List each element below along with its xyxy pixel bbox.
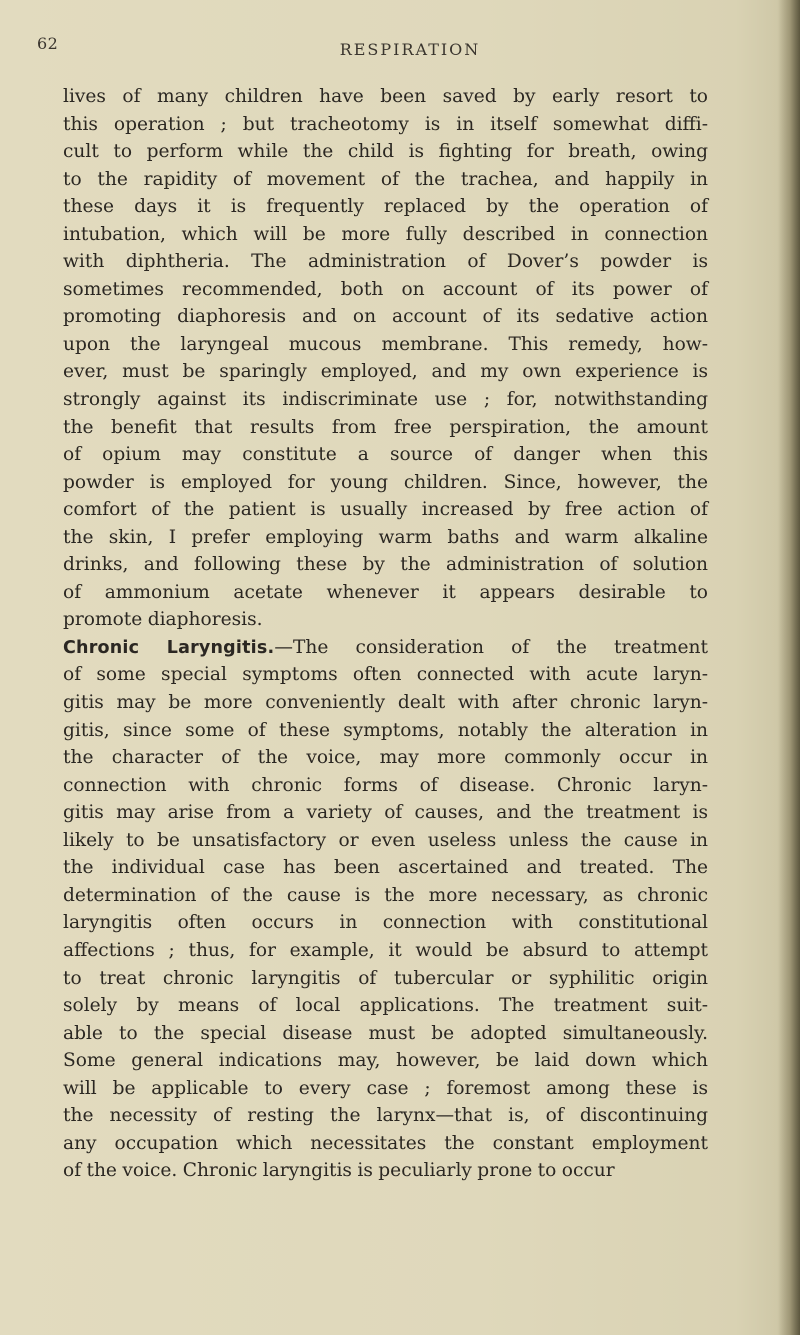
text-line: the benefit that results from free perspiration, the amount bbox=[63, 416, 708, 438]
text-line: of ammonium acetate whenever it appears desirable to bbox=[63, 581, 708, 603]
text-line: promoting diaphoresis and on account of its sedative action bbox=[63, 306, 708, 328]
text-line: upon the laryngeal mucous membrane. This remedy, how- bbox=[63, 333, 708, 355]
text-line: solely by means of local applications. The treatment suit- bbox=[63, 995, 708, 1017]
text-line: this operation ; but tracheotomy is in itself somewhat diffi- bbox=[63, 113, 708, 135]
section-heading: Chronic Laryngitis. bbox=[63, 637, 275, 658]
text-line: Some general indications may, however, be laid down which bbox=[63, 1050, 708, 1072]
text-line: cult to perform while the child is fighting for breath, owing bbox=[63, 141, 708, 163]
text-line: comfort of the patient is usually increased by free action of bbox=[63, 499, 708, 521]
text-line: determination of the cause is the more necessary, as chronic bbox=[63, 884, 708, 906]
body-text bbox=[63, 83, 708, 1185]
text-line: drinks, and following these by the administration of solution bbox=[63, 554, 708, 576]
text-line: of opium may constitute a source of danger when this bbox=[63, 444, 708, 466]
text-line: to the rapidity of movement of the trachea, and happily in bbox=[63, 168, 708, 190]
text-line: the skin, I prefer employing warm baths and warm alkaline bbox=[63, 526, 708, 548]
text-line: affections ; thus, for example, it would be absurd to attempt bbox=[63, 939, 708, 961]
text-line: the necessity of resting the larynx—that is, of discontinuing bbox=[63, 1105, 708, 1127]
text-line: sometimes recommended, both on account of its power of bbox=[63, 278, 708, 300]
text-line: the character of the voice, may more commonly occur in bbox=[63, 747, 708, 769]
text-line: laryngitis often occurs in connection with constitutional bbox=[63, 912, 708, 934]
text-line: will be applicable to every case ; foremost among these is bbox=[63, 1077, 708, 1099]
text-line: gitis may be more conveniently dealt with after chronic laryn- bbox=[63, 692, 708, 714]
text-line: gitis, since some of these symptoms, notably the alteration in bbox=[63, 719, 708, 741]
text-line: the individual case has been ascertained and treated. The bbox=[63, 857, 708, 879]
running-title: RESPIRATION bbox=[339, 40, 481, 59]
page-edge-shadow bbox=[778, 0, 800, 1335]
text-line: promote diaphoresis. bbox=[63, 609, 263, 631]
text-line: of the voice. Chronic laryngitis is peculiarly prone to occur bbox=[63, 1160, 615, 1182]
text-line: any occupation which necessitates the constant employment bbox=[63, 1132, 708, 1154]
text-line: powder is employed for young children. Since, however, the bbox=[63, 471, 708, 493]
text-line: intubation, which will be more fully described in connection bbox=[63, 223, 708, 245]
text-line: ever, must be sparingly employed, and my own experience is bbox=[63, 361, 708, 383]
text-line: lives of many children have been saved by early resort to bbox=[63, 86, 708, 107]
text-line: with diphtheria. The administration of Dover’s powder is bbox=[63, 251, 708, 273]
text-line: likely to be unsatisfactory or even useless unless the cause in bbox=[63, 829, 708, 851]
section-first-line bbox=[63, 634, 708, 662]
text-line: able to the special disease must be adopted simultaneously. bbox=[63, 1022, 708, 1044]
text-line: connection with chronic forms of disease. Chronic laryn- bbox=[63, 774, 708, 796]
page-number: 62 bbox=[37, 34, 59, 53]
text-line: gitis may arise from a variety of causes, and the treatment is bbox=[63, 802, 708, 824]
text-line: strongly against its indiscriminate use ; for, notwithstanding bbox=[63, 389, 708, 411]
text-line: to treat chronic laryngitis of tubercular or syphilitic origin bbox=[63, 967, 708, 989]
text-line: of some special symptoms often connected with acute laryn- bbox=[63, 664, 708, 686]
section-first-line-text: —The consideration of the treatment bbox=[274, 636, 709, 658]
text-line: these days it is frequently replaced by the operation of bbox=[63, 196, 708, 218]
